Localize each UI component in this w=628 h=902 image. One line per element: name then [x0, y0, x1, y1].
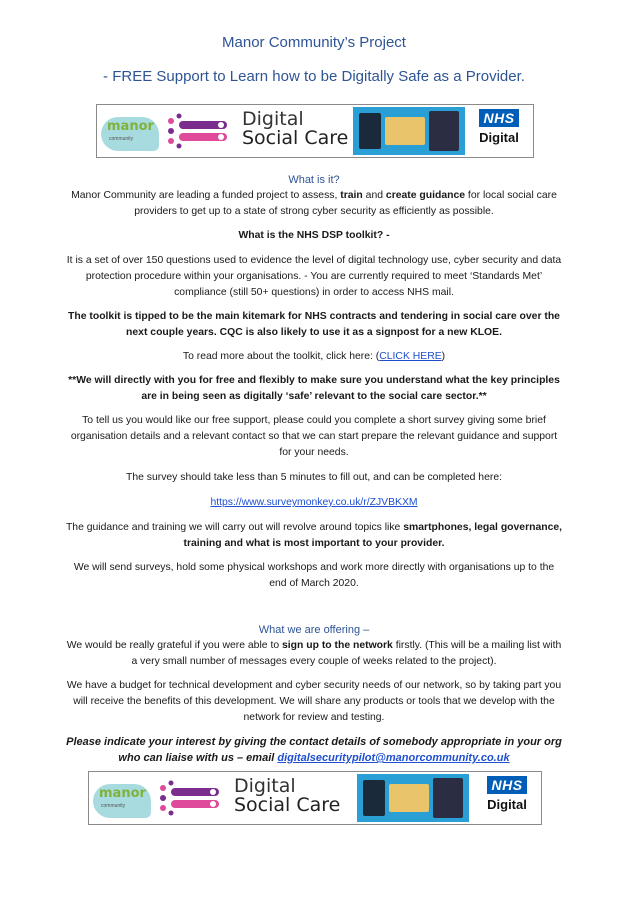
survey-time-line: The survey should take less than 5 minutes to fill out, and can be completed here: — [125, 472, 502, 483]
toolkit-description: It is a set of over 150 questions used to evidence the level of digital technology use, cyber security and data protection procedure within your organisations. - You are currently required to meet ‘Standards Met’ compliance (still 50+ questions) in order to access NHS mail. — [66, 255, 562, 298]
kitemark-paragraph: The toolkit is tipped to be the main kitemark for NHS contracts and tendering in social care over the next couple years. CQC is also likely to use it as a signpost for a new KLOE. — [68, 311, 560, 338]
wordmark-digital: Digital — [242, 108, 304, 130]
interest-paragraph: Please indicate your interest by giving the contact details of somebody appropriate in your org who can liaise with us – email digitalsecuritypilot@manorcommunity.co.uk — [66, 736, 562, 764]
heading-what-is-it: What is it? — [288, 174, 340, 186]
click-here-link[interactable]: CLICK HERE — [379, 351, 442, 362]
laptop-photo — [433, 778, 463, 818]
free-work-paragraph: **We will directly with you for free and flexibly to make sure you understand what the key principles are in being seen as digitally ‘safe’ relevant to the social care sector.** — [68, 375, 560, 402]
signup-paragraph: We would be really grateful if you were able to sign up to the network firstly. (This will be a mailing list with a very small number of messages every couple of weeks related to the project). — [66, 640, 562, 667]
toolkit-question: What is the NHS DSP toolkit? - — [238, 230, 390, 241]
laptop-photo — [429, 111, 459, 151]
device-photos-strip — [353, 107, 465, 155]
nhs-logo-box: NHS — [487, 776, 526, 794]
guidance-paragraph: The guidance and training we will carry out will revolve around topics like smartphones, legal governance, training and what is most important to your provider. — [65, 522, 563, 549]
digital-social-care-mark-icon — [163, 109, 233, 153]
page-subtitle: - FREE Support to Learn how to be Digitally Safe as a Provider. — [103, 68, 525, 85]
phone-photo — [359, 113, 381, 149]
tablet-photo — [385, 117, 425, 145]
wordmark-social-care: Social Care — [234, 794, 341, 816]
section-offering — [64, 622, 564, 766]
nhs-digital-logo — [469, 109, 529, 153]
section-what-is-it — [64, 172, 564, 592]
survey-ask-paragraph: To tell us you would like our free support, please could you complete a short survey giving some brief organisation details and a relevant contact so that we can start prepare the relevant guidance and support for your needs. — [70, 415, 558, 458]
manor-logo — [93, 776, 151, 820]
survey-url-line — [64, 495, 564, 511]
intro-paragraph: Manor Community are leading a funded project to assess, train and create guidance for local social care providers to get up to a state of strong cyber security as efficiently as possible. — [71, 190, 557, 217]
manor-logo-sub: community — [109, 136, 134, 142]
heading-offering: What we are offering – — [258, 624, 370, 636]
manor-logo — [101, 109, 159, 153]
logo-banner-top — [96, 104, 534, 158]
manor-logo-sub: community — [101, 803, 126, 809]
wordmark-social-care: Social Care — [242, 127, 349, 149]
contact-email-link[interactable]: digitalsecuritypilot@manorcommunity.co.uk — [277, 752, 510, 764]
survey-link[interactable]: https://www.surveymonkey.co.uk/r/ZJVBKXM — [210, 497, 418, 508]
logo-banner-bottom — [88, 771, 542, 825]
digital-social-care-wordmark — [242, 110, 348, 148]
digital-social-care-wordmark — [234, 777, 340, 815]
nhs-digital-logo — [477, 776, 537, 820]
workshops-paragraph: We will send surveys, hold some physical workshops and work more directly with organisations up to the end of March 2020. — [73, 562, 555, 589]
nhs-logo-digital: Digital — [479, 130, 519, 145]
tablet-photo — [389, 784, 429, 812]
budget-paragraph: We have a budget for technical development and cyber security needs of our network, so by taking part you will receive the benefits of this development. We will share any products or tools that we develop with the network for review and testing. — [66, 680, 562, 723]
device-photos-strip — [357, 774, 469, 822]
digital-social-care-mark-icon — [155, 776, 225, 820]
nhs-logo-box: NHS — [479, 109, 518, 127]
phone-photo — [363, 780, 385, 816]
manor-logo-word: manor — [107, 119, 154, 134]
wordmark-digital: Digital — [234, 775, 296, 797]
nhs-logo-digital: Digital — [487, 797, 527, 812]
read-more-line: To read more about the toolkit, click here: (CLICK HERE) — [182, 351, 446, 362]
manor-logo-word: manor — [99, 786, 146, 801]
page-title: Manor Community’s Project — [222, 34, 406, 51]
